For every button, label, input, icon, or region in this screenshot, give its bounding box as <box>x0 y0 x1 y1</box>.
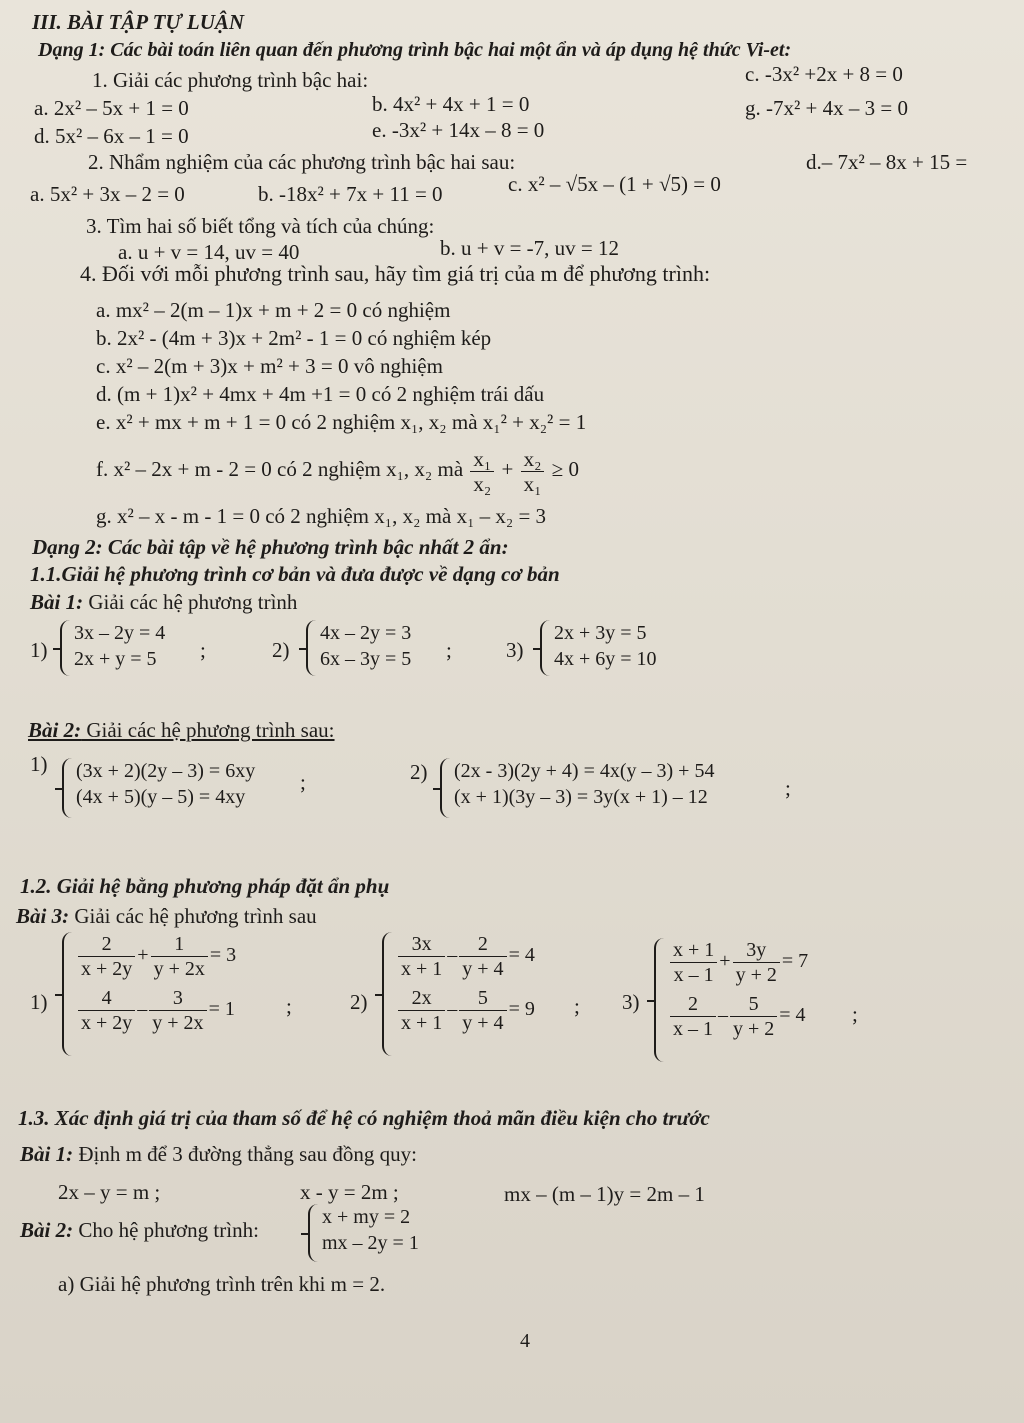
bai3-sys2 <box>382 932 592 1056</box>
equation: 4x – 2y = 3 <box>320 622 412 644</box>
frac-num: 3 <box>149 986 206 1011</box>
q4-text: 4. Đối với mỗi phương trình sau, hãy tìm giá trị của m để phương trình: <box>80 261 711 286</box>
line-eq-2: x - y = 2m ; <box>300 1180 399 1204</box>
equation: 4x + 6y = 10 <box>554 648 657 670</box>
operator: – <box>137 998 148 1021</box>
frac-den: x + 1 <box>401 1012 443 1034</box>
bai2b-text: Cho hệ phương trình: <box>73 1218 259 1242</box>
equation: (2x - 3)(2y + 4) = 4x(y – 3) + 54 <box>454 760 715 782</box>
frac-row <box>668 938 808 992</box>
operator: – <box>718 1004 728 1027</box>
operator: – <box>447 944 458 967</box>
q2-d: d.– 7x² – 8x + 15 = <box>806 150 968 174</box>
brace <box>440 758 452 818</box>
fraction <box>149 986 206 1035</box>
fraction <box>670 938 717 987</box>
bai3-sys3-num: 3) <box>622 990 640 1014</box>
bai2-text: Giải các hệ phương trình sau: <box>81 718 335 742</box>
frac-den: x + 1 <box>401 958 443 980</box>
bai2-sys1-num: 1) <box>30 752 48 776</box>
frac-row <box>396 932 535 986</box>
fraction <box>733 938 780 987</box>
equation: 3x – 2y = 4 <box>74 622 166 644</box>
frac-den: y + 4 <box>462 958 504 980</box>
bai2b-sys <box>308 1204 458 1262</box>
q4-f-post: ≥ 0 <box>551 457 579 481</box>
bai3-label: Bài 3: <box>16 904 70 928</box>
section-title: III. BÀI TẬP TỰ LUẬN <box>32 10 245 34</box>
bai3-sys3 <box>654 938 854 1062</box>
equation: 2x + y = 5 <box>74 648 157 670</box>
frac-num: 5 <box>730 992 777 1017</box>
frac-num: 4 <box>78 986 135 1011</box>
bai1-sys3 <box>540 620 710 676</box>
s11-heading: 1.1.Giải hệ phương trình cơ bản và đưa được về dạng cơ bản <box>30 562 560 586</box>
brace <box>306 620 318 676</box>
q1-b: b. 4x² + 4x + 1 = 0 <box>372 92 530 116</box>
bai3-text: Giải các hệ phương trình sau <box>69 904 317 928</box>
frac-num: 3y <box>733 938 780 963</box>
bai1-label: Bài 1: <box>30 590 84 614</box>
frac-den: y + 2 <box>733 1018 775 1040</box>
fraction <box>398 986 445 1035</box>
bai2-sys1-end: ; <box>300 770 306 794</box>
q4-b: b. 2x² - (4m + 3)x + 2m² - 1 = 0 có nghiệm kép <box>96 326 492 350</box>
frac-den: x – 1 <box>673 1018 713 1040</box>
rhs: = 4 <box>508 944 535 967</box>
frac-den: y + 4 <box>462 1012 504 1034</box>
rhs: = 9 <box>508 998 535 1021</box>
bai1-sys3-num: 3) <box>506 638 524 662</box>
q2-a: a. 5x² + 3x – 2 = 0 <box>30 182 185 206</box>
frac-num: 2 <box>670 992 716 1017</box>
bai1-sys1-end: ; <box>200 638 206 662</box>
frac-den: x – 1 <box>673 964 714 986</box>
fraction <box>459 986 506 1035</box>
q1-text: 1. Giải các phương trình bậc hai: <box>92 68 369 92</box>
brace <box>654 938 666 1062</box>
q4-f-text: f. x² – 2x + m - 2 = 0 có 2 nghiệm x₁, x₂ mà <box>96 457 464 481</box>
operator: + <box>719 950 731 973</box>
frac-den: y + 2 <box>735 964 777 986</box>
bai1b-line <box>20 1142 417 1166</box>
fraction <box>459 932 506 981</box>
frac-row <box>396 986 535 1040</box>
bai1b-text: Định m để 3 đường thẳng sau đồng quy: <box>73 1142 417 1166</box>
frac-den: x + 2y <box>81 1012 133 1034</box>
fraction <box>398 932 445 981</box>
q2-b: b. -18x² + 7x + 11 = 0 <box>258 182 443 206</box>
rhs: = 7 <box>781 950 809 973</box>
bai3-sys2-end: ; <box>574 994 580 1018</box>
page-number: 4 <box>520 1330 530 1352</box>
frac-den: x₁ <box>523 471 542 496</box>
frac-num: x₁ <box>470 447 494 472</box>
q4-g: g. x² – x - m - 1 = 0 có 2 nghiệm x₁, x₂ mà x₁ – x₂ = 3 <box>96 504 547 528</box>
frac-num: 5 <box>459 986 506 1011</box>
bai1-text: Giải các hệ phương trình <box>83 590 298 614</box>
bai1-line <box>30 590 297 614</box>
fraction <box>78 986 135 1035</box>
q4-a: a. mx² – 2(m – 1)x + m + 2 = 0 có nghiệm <box>96 298 451 322</box>
frac-num: x + 1 <box>670 938 717 963</box>
operator: + <box>137 944 149 967</box>
bai3-sys1 <box>62 932 302 1056</box>
equation: (4x + 5)(y – 5) = 4xy <box>76 786 246 808</box>
line-eq-1: 2x – y = m ; <box>58 1180 161 1204</box>
fraction <box>78 932 135 981</box>
q1-a: a. 2x² – 5x + 1 = 0 <box>34 96 189 120</box>
s12-heading: 1.2. Giải hệ bằng phương pháp đặt ẩn phụ <box>20 874 390 898</box>
brace <box>62 932 74 1056</box>
q4-f <box>96 444 579 496</box>
brace <box>62 758 74 818</box>
frac-num: 2x <box>398 986 445 1011</box>
frac-row <box>668 992 808 1046</box>
q1-e: e. -3x² + 14x – 8 = 0 <box>372 118 545 142</box>
q4-c: c. x² – 2(m + 3)x + m² + 3 = 0 vô nghiệm <box>96 354 443 378</box>
brace <box>308 1204 320 1262</box>
fraction <box>670 992 716 1041</box>
bai2-sys2-num: 2) <box>410 760 428 784</box>
line-eq-3: mx – (m – 1)y = 2m – 1 <box>504 1182 705 1206</box>
operator: – <box>447 998 458 1021</box>
q4-f-frac2 <box>521 447 545 496</box>
equation: 2x + 3y = 5 <box>554 622 647 644</box>
bai3-line <box>16 904 317 928</box>
bai1-sys2-end: ; <box>446 638 452 662</box>
bai3-sys3-end: ; <box>852 1002 858 1026</box>
rhs: = 1 <box>208 998 235 1021</box>
bai2-sys1 <box>62 758 312 818</box>
brace <box>60 620 72 676</box>
bai3-sys1-end: ; <box>286 994 292 1018</box>
dang1-heading: Dạng 1: Các bài toán liên quan đến phương trình bậc hai một ẩn và áp dụng hệ thức Vi-et: <box>38 39 792 61</box>
rhs: = 4 <box>779 1004 806 1027</box>
q4-e: e. x² + mx + m + 1 = 0 có 2 nghiệm x₁, x₂ mà x₁² + x₂² = 1 <box>96 410 587 434</box>
bai2b-a: a) Giải hệ phương trình trên khi m = 2. <box>58 1272 386 1296</box>
fraction <box>730 992 777 1041</box>
bai1-sys2-num: 2) <box>272 638 290 662</box>
bai1-sys2 <box>306 620 466 676</box>
q3-text: 3. Tìm hai số biết tổng và tích của chúng: <box>86 214 435 238</box>
frac-den: y + 2x <box>153 958 205 980</box>
fraction <box>151 932 208 981</box>
equation: 6x – 3y = 5 <box>320 648 412 670</box>
brace <box>540 620 552 676</box>
frac-num: 2 <box>459 932 506 957</box>
bai2-label: Bài 2: <box>28 718 82 742</box>
dang2-heading: Dạng 2: Các bài tập về hệ phương trình bậc nhất 2 ẩn: <box>32 535 509 559</box>
bai1-sys1 <box>60 620 220 676</box>
bai2b-line <box>20 1218 259 1242</box>
frac-den: y + 2x <box>152 1012 204 1034</box>
q2-c: c. x² – √5x – (1 + √5) = 0 <box>508 172 721 196</box>
s13-heading: 1.3. Xác định giá trị của tham số để hệ có nghiệm thoả mãn điều kiện cho trước <box>18 1106 710 1130</box>
bai2-line <box>28 718 335 742</box>
q1-g: g. -7x² + 4x – 3 = 0 <box>745 96 908 120</box>
frac-row <box>76 932 236 986</box>
bai3-sys2-num: 2) <box>350 990 368 1014</box>
equation: (3x + 2)(2y – 3) = 6xy <box>76 760 256 782</box>
frac-row <box>76 986 236 1040</box>
frac-num: 1 <box>151 932 208 957</box>
frac-num: 2 <box>78 932 135 957</box>
q1-d: d. 5x² – 6x – 1 = 0 <box>34 124 189 148</box>
bai3-sys1-num: 1) <box>30 990 48 1014</box>
q4-f-plus: + <box>501 457 514 481</box>
q4-d: d. (m + 1)x² + 4mx + 4m +1 = 0 có 2 nghiệm trái dấu <box>96 382 545 406</box>
q3-b: b. u + v = -7, uv = 12 <box>440 236 620 260</box>
bai2-sys2 <box>440 758 790 818</box>
q4-f-frac1 <box>470 447 494 496</box>
q2-heading: 2. Nhẩm nghiệm của các phương trình bậc hai sau: <box>88 150 516 174</box>
q1-c: c. -3x² +2x + 8 = 0 <box>745 62 903 86</box>
frac-num: x₂ <box>521 447 545 472</box>
frac-den: x₂ <box>473 471 492 496</box>
equation: (x + 1)(3y – 3) = 3y(x + 1) – 12 <box>454 786 708 808</box>
frac-den: x + 2y <box>81 958 133 980</box>
bai1b-label: Bài 1: <box>20 1142 74 1166</box>
equation: x + my = 2 <box>322 1206 411 1228</box>
bai2-sys2-end: ; <box>785 776 791 800</box>
brace <box>382 932 394 1056</box>
q3-a: a. u + v = 14, uv = 40 <box>118 240 300 264</box>
equation: mx – 2y = 1 <box>322 1232 419 1254</box>
bai2b-label: Bài 2: <box>20 1218 74 1242</box>
frac-num: 3x <box>398 932 445 957</box>
rhs: = 3 <box>209 944 237 967</box>
bai1-sys1-num: 1) <box>30 638 48 662</box>
